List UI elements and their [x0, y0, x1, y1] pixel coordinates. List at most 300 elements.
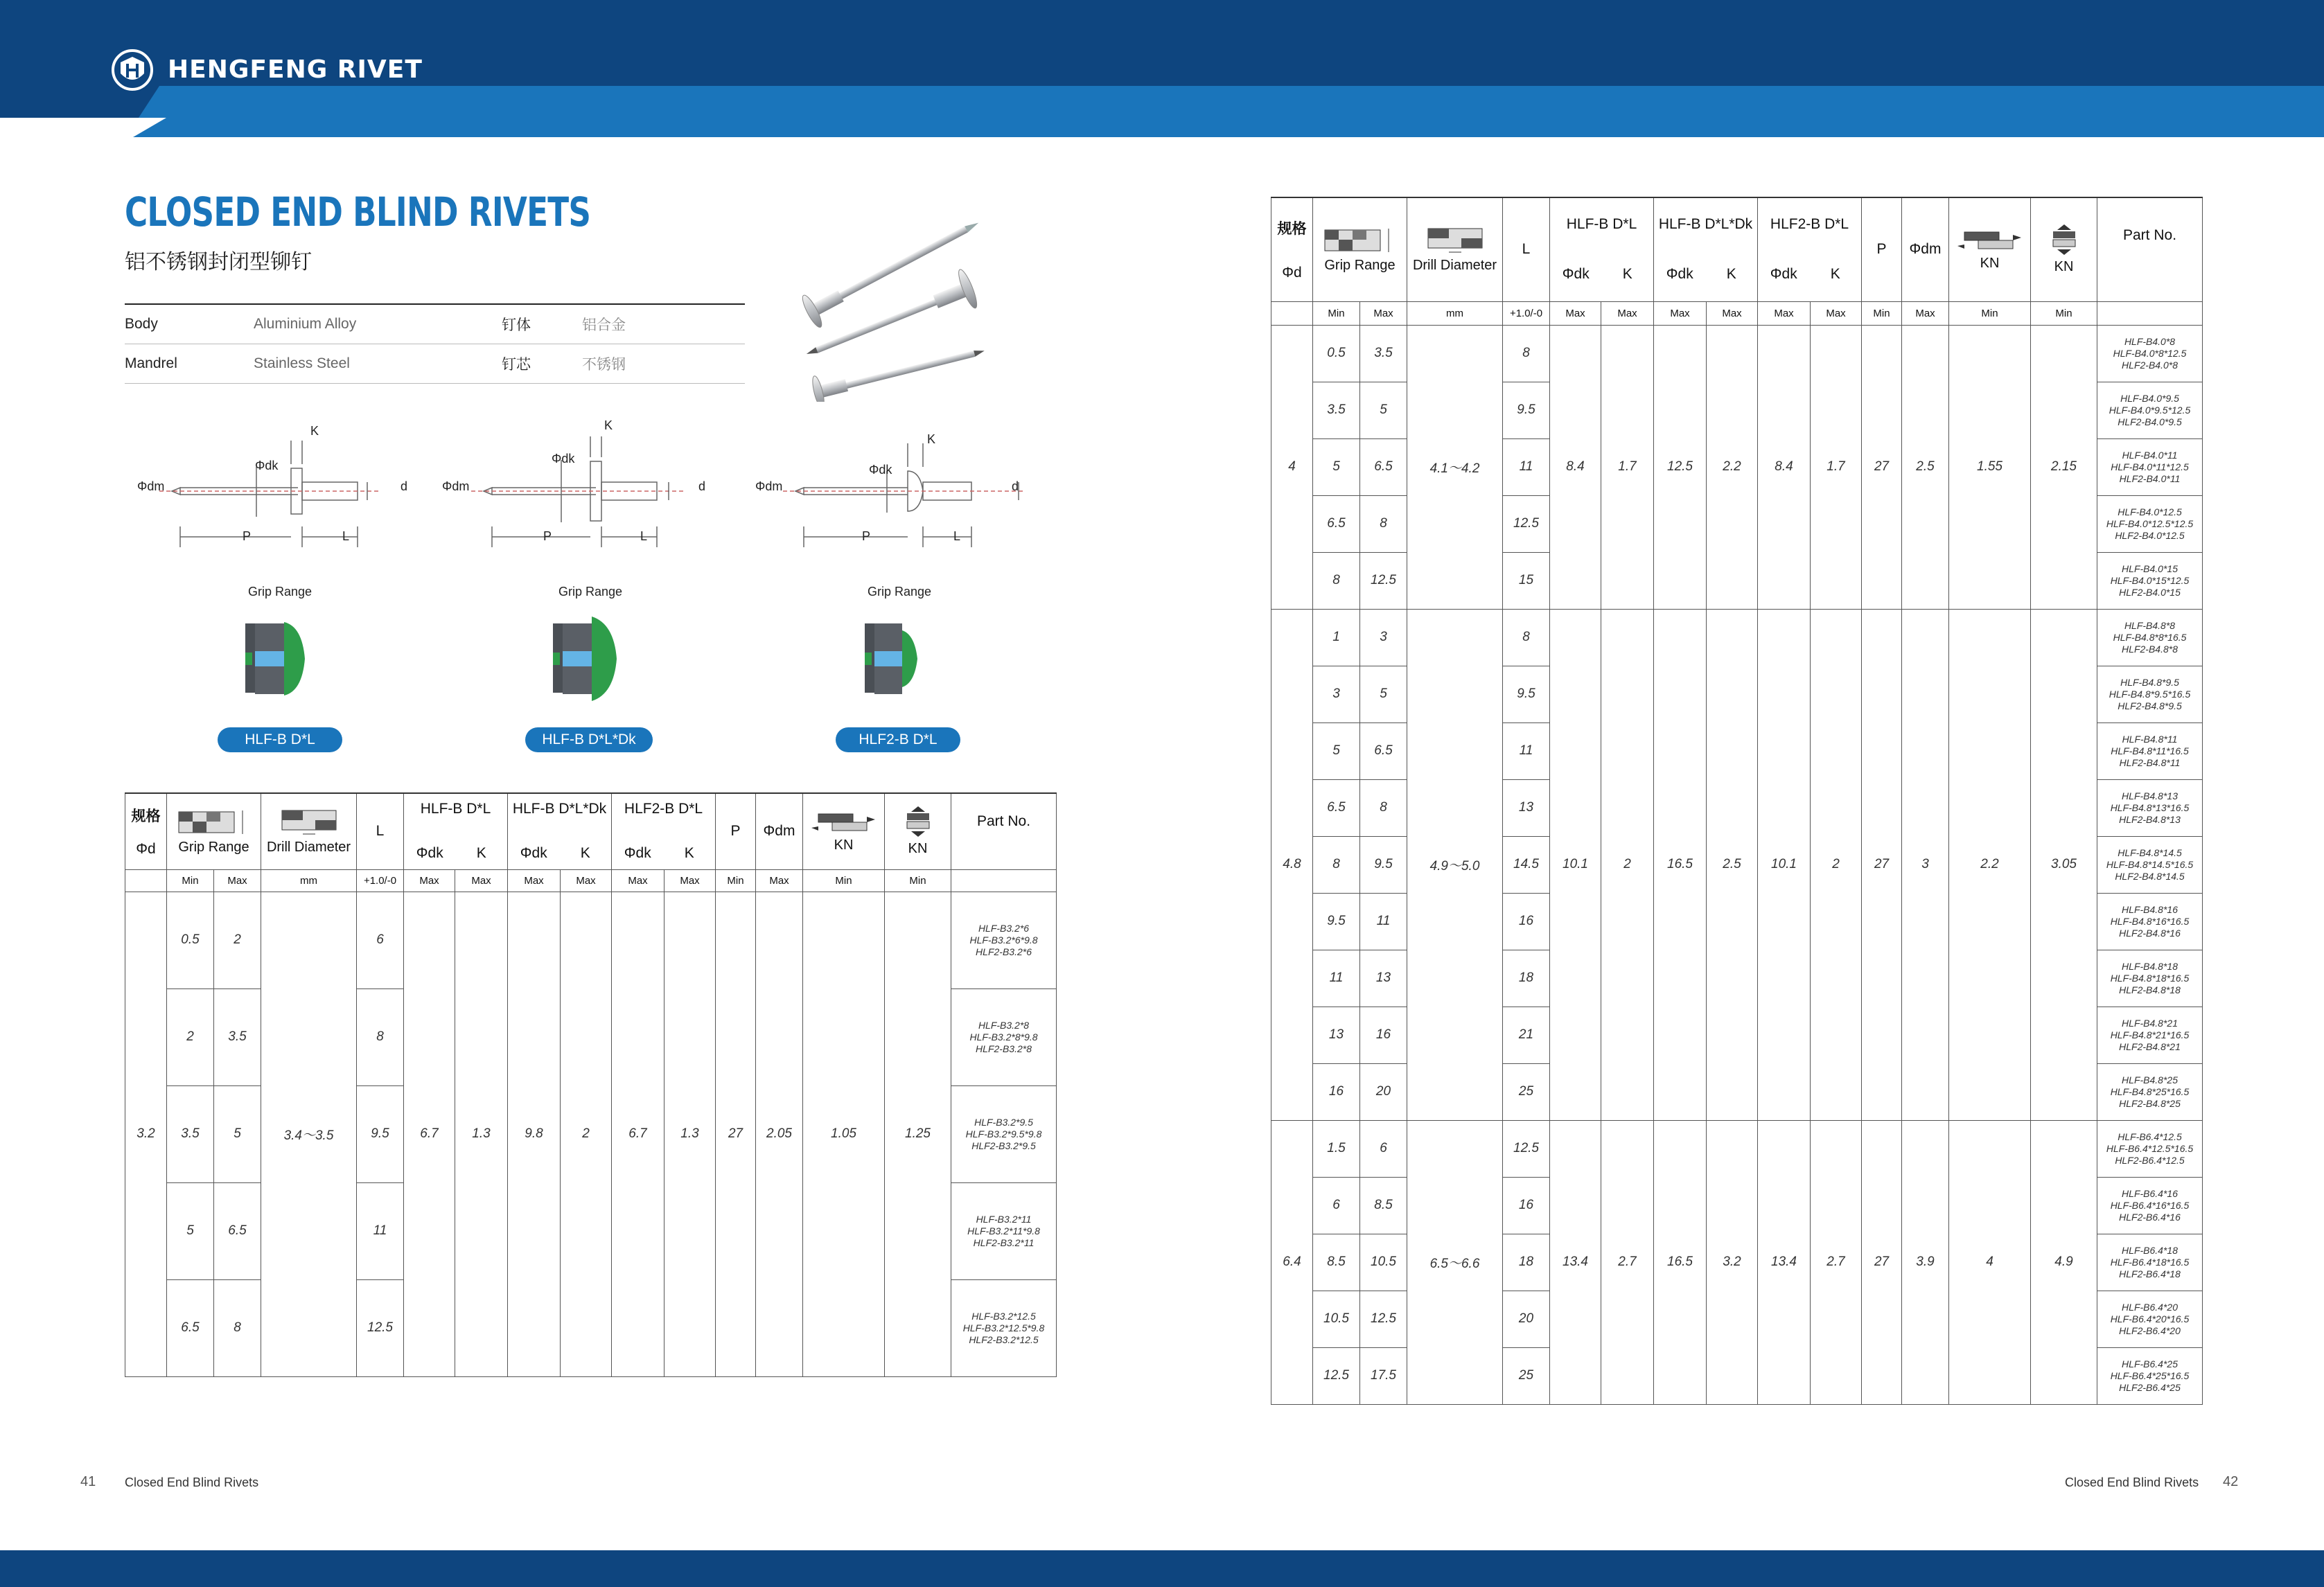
cell-diameter: 4: [1271, 325, 1313, 609]
cell-dm: 2.05: [756, 892, 803, 1376]
cell-grip-min: 6: [1313, 1177, 1360, 1234]
part-number: HLF2-B6.4*12.5: [2115, 1154, 2185, 1166]
col-shear: [803, 793, 885, 869]
part-number: HLF-B4.8*14.5*16.5: [2106, 858, 2194, 870]
part-number: HLF-B4.8*14.5: [2118, 846, 2182, 858]
part-number: HLF2-B4.0*8: [2122, 359, 2178, 371]
drill-diameter-header: Drill Diameter: [266, 839, 351, 855]
cell-shear-kn: 1.55: [1949, 325, 2031, 609]
cell-grip-min: 6.5: [167, 1279, 214, 1376]
subhead-max: Max: [1707, 301, 1758, 325]
cell-grip-min: 11: [1313, 950, 1360, 1007]
shear-kn-label: KN: [1980, 255, 2000, 271]
part-number: HLF2-B4.8*14.5: [2115, 870, 2185, 882]
cell-length: 16: [1503, 893, 1550, 950]
material-label-cn: 钉芯: [502, 357, 531, 373]
part-number: HLF-B3.2*8*9.8: [969, 1031, 1038, 1043]
cell-hlfbdk-k: 2.5: [1707, 609, 1758, 1120]
phidk-header: Φdk: [520, 845, 547, 862]
cell-hlfb-k: 1.7: [1601, 325, 1654, 609]
dim-dk: Φdk: [552, 452, 575, 466]
cell-grip-max: 10.5: [1360, 1234, 1407, 1291]
cell-grip-max: 3.5: [214, 988, 261, 1085]
dim-dm: Φdm: [442, 479, 470, 493]
grip-range-icon: [1322, 226, 1398, 254]
cell-grip-max: 8.5: [1360, 1177, 1407, 1234]
cell-part-no: [2097, 666, 2203, 722]
cell-grip-max: 13: [1360, 950, 1407, 1007]
cell-hlf2b-dk: 6.7: [612, 892, 664, 1376]
cell-part-no: [2097, 836, 2203, 893]
part-number: HLF2-B3.2*9.5: [971, 1140, 1036, 1151]
cell-grip-min: 1.5: [1313, 1120, 1360, 1177]
cell-part-no: [2097, 438, 2203, 495]
phi-d-label: Φd: [136, 841, 156, 858]
grip-range-label: Grip Range: [248, 585, 312, 599]
hlf2-b-header: HLF2-B D*L: [624, 801, 703, 817]
drill-diameter-icon: [278, 808, 340, 835]
cell-part-no: [2097, 495, 2203, 552]
subhead-blank: [2097, 301, 2203, 325]
material-value: Aluminium Alloy: [254, 316, 357, 332]
col-p: P: [1862, 197, 1902, 301]
cell-grip-min: 13: [1313, 1007, 1360, 1063]
col-shear: [1949, 197, 2031, 301]
dim-d: d: [400, 479, 408, 493]
cell-grip-max: 2: [214, 892, 261, 988]
cell-hlf2b-k: 1.3: [664, 892, 716, 1376]
part-number: HLF-B3.2*12.5: [971, 1310, 1036, 1322]
phidk-header: Φdk: [416, 845, 443, 862]
cell-grip-min: 8: [1313, 552, 1360, 609]
phidk-header: Φdk: [624, 845, 651, 862]
part-number: HLF-B4.8*8*16.5: [2113, 631, 2187, 643]
col-hlf-b: [1550, 197, 1654, 301]
col-part-no: [2097, 197, 2203, 301]
dim-l: L: [640, 529, 648, 543]
cell-hlf2b-k: 2: [1811, 609, 1862, 1120]
cell-tensile-kn: 3.05: [2031, 609, 2097, 1120]
cell-diameter: 4.8: [1271, 609, 1313, 1120]
grip-range-label: Grip Range: [558, 585, 623, 599]
material-label: Body: [125, 316, 158, 332]
material-value: Stainless Steel: [254, 355, 350, 371]
footer-bar: [0, 1550, 2324, 1587]
phidk-header: Φdk: [1666, 266, 1693, 283]
hlf-b-header: HLF-B D*L: [420, 801, 491, 817]
cell-grip-max: 6: [1360, 1120, 1407, 1177]
spec-table-right-body: [1271, 325, 2203, 1404]
part-number: HLF2-B4.8*8: [2122, 643, 2178, 655]
part-number: HLF-B3.2*12.5*9.8: [962, 1322, 1045, 1333]
product-badge-hlf2-b: HLF2-B D*L: [836, 727, 960, 752]
cell-hlfbdk-k: 2.2: [1707, 325, 1758, 609]
page-title: CLOSED END BLIND RIVETS: [125, 188, 591, 236]
dim-d: d: [1012, 479, 1019, 493]
cell-hlf2b-dk: 10.1: [1758, 609, 1811, 1120]
part-number: HLF-B6.4*16*16.5: [2110, 1199, 2190, 1211]
subhead-tol: +1.0/-0: [357, 869, 404, 892]
subhead-max: Max: [455, 869, 508, 892]
cell-tensile-kn: 4.9: [2031, 1120, 2097, 1404]
col-grip-range: [1313, 197, 1407, 301]
phidk-header: Φdk: [1770, 266, 1797, 283]
cell-hlfbdk-dk: 16.5: [1654, 609, 1707, 1120]
cell-grip-min: 0.5: [1313, 325, 1360, 382]
part-number: HLF-B4.8*21*16.5: [2110, 1029, 2190, 1040]
col-drill-diameter: [261, 793, 357, 869]
cell-length: 12.5: [1503, 495, 1550, 552]
cell-hlf2b-k: 2.7: [1811, 1120, 1862, 1404]
col-spec: [1271, 197, 1313, 301]
part-number: HLF2-B3.2*6: [976, 946, 1032, 957]
table-row: [1271, 1120, 2203, 1177]
cell-length: 21: [1503, 1007, 1550, 1063]
subhead-min: Min: [2031, 301, 2097, 325]
col-drill-diameter: [1407, 197, 1503, 301]
cell-length: 8: [1503, 325, 1550, 382]
spec-cn-label: 规格: [1277, 221, 1307, 238]
dim-d: d: [698, 479, 706, 493]
cell-grip-max: 8: [1360, 779, 1407, 836]
dim-dm: Φdm: [755, 479, 783, 493]
part-number: HLF2-B4.0*11: [2119, 472, 2181, 484]
drill-diameter-icon: [1424, 226, 1486, 254]
cell-length: 20: [1503, 1291, 1550, 1347]
part-number: HLF-B3.2*11*9.8: [967, 1225, 1040, 1236]
cell-length: 11: [1503, 722, 1550, 779]
part-number: HLF-B4.8*18*16.5: [2110, 972, 2190, 984]
product-badge-hlf-b-dk: HLF-B D*L*Dk: [525, 727, 653, 752]
cell-hlfb-dk: 13.4: [1550, 1120, 1601, 1404]
part-number: HLF2-B4.8*18: [2119, 984, 2181, 995]
table-row: [125, 892, 1057, 988]
cell-grip-min: 12.5: [1313, 1347, 1360, 1404]
cell-hlfb-dk: 10.1: [1550, 609, 1601, 1120]
part-number: HLF-B4.8*11: [2122, 733, 2178, 745]
cell-part-no: [2097, 1063, 2203, 1120]
col-l: L: [357, 793, 404, 869]
cell-grip-min: 5: [167, 1182, 214, 1279]
shear-kn-label: KN: [834, 837, 854, 853]
cell-tensile-kn: 1.25: [885, 892, 951, 1376]
rivet-dimension-drawing-2: [437, 416, 728, 554]
subhead-mm: mm: [261, 869, 357, 892]
cell-part-no: [2097, 1347, 2203, 1404]
grip-range-diagram-3: [862, 610, 938, 707]
part-number: HLF-B4.0*15*12.5: [2110, 574, 2190, 586]
cell-length: 16: [1503, 1177, 1550, 1234]
subhead-blank: [1271, 301, 1313, 325]
cell-grip-max: 8: [1360, 495, 1407, 552]
phi-d-label: Φd: [1282, 265, 1302, 281]
cell-drill-diameter: 3.4～3.5: [261, 892, 357, 1376]
materials-table: [125, 303, 745, 384]
part-number: HLF2-B6.4*25: [2119, 1381, 2181, 1393]
cell-part-no: [951, 1182, 1057, 1279]
dim-l: L: [342, 529, 350, 543]
part-number: HLF-B4.0*8: [2124, 335, 2176, 347]
cell-p: 27: [1862, 1120, 1902, 1404]
cell-grip-min: 0.5: [167, 892, 214, 988]
material-row: [125, 344, 745, 384]
dim-k: K: [927, 432, 936, 446]
k-header: K: [476, 845, 486, 862]
cell-grip-min: 3: [1313, 666, 1360, 722]
subhead-min: Min: [716, 869, 756, 892]
cell-grip-max: 6.5: [1360, 438, 1407, 495]
cell-part-no: [2097, 609, 2203, 666]
cell-grip-min: 3.5: [1313, 382, 1360, 438]
subhead-max: Max: [612, 869, 664, 892]
hlf2-b-header: HLF2-B D*L: [1770, 216, 1849, 233]
part-number: HLF-B6.4*12.5: [2118, 1131, 2182, 1142]
table-row: [1271, 325, 2203, 382]
part-number: HLF-B4.8*9.5*16.5: [2109, 688, 2191, 700]
cell-grip-max: 12.5: [1360, 552, 1407, 609]
material-row: [125, 305, 745, 344]
cell-diameter: 3.2: [125, 892, 167, 1376]
part-number: HLF-B4.0*15: [2122, 562, 2178, 574]
col-p: P: [716, 793, 756, 869]
part-number: HLF2-B4.0*9.5: [2118, 416, 2182, 427]
subhead-tol: +1.0/-0: [1503, 301, 1550, 325]
part-number: HLF-B6.4*12.5*16.5: [2106, 1142, 2194, 1154]
page-number-left: 41: [80, 1474, 96, 1489]
grip-range-header: Grip Range: [1324, 257, 1396, 273]
cell-drill-diameter: 6.5～6.6: [1407, 1120, 1503, 1404]
cell-hlfb-k: 1.3: [455, 892, 508, 1376]
cell-grip-max: 12.5: [1360, 1291, 1407, 1347]
part-no-header: Part No.: [2123, 227, 2177, 243]
cell-grip-min: 5: [1313, 438, 1360, 495]
cell-part-no: [2097, 722, 2203, 779]
cell-grip-min: 2: [167, 988, 214, 1085]
dim-k: K: [310, 424, 319, 438]
col-tensile: [885, 793, 951, 869]
col-hlf-b: [404, 793, 508, 869]
spec-table-left-body: [125, 892, 1057, 1376]
cell-part-no: [2097, 1177, 2203, 1234]
cell-grip-max: 17.5: [1360, 1347, 1407, 1404]
part-number: HLF-B3.2*9.5: [974, 1116, 1033, 1128]
material-value-cn: 不锈钢: [582, 357, 626, 373]
footer-label-right: Closed End Blind Rivets: [2065, 1475, 2199, 1489]
grip-range-diagram-1: [243, 610, 319, 707]
part-number: HLF2-B4.8*13: [2119, 813, 2181, 825]
cell-part-no: [951, 1085, 1057, 1182]
cell-dm: 3.9: [1902, 1120, 1949, 1404]
cell-hlf2b-dk: 8.4: [1758, 325, 1811, 609]
col-hlf2-b: [612, 793, 716, 869]
cell-drill-diameter: 4.9～5.0: [1407, 609, 1503, 1120]
table-row: [1271, 609, 2203, 666]
cell-grip-min: 10.5: [1313, 1291, 1360, 1347]
part-number: HLF-B4.8*13*16.5: [2110, 801, 2190, 813]
part-number: HLF-B4.8*13: [2122, 790, 2178, 801]
header-band: [0, 86, 2324, 137]
cell-part-no: [2097, 1234, 2203, 1291]
part-number: HLF2-B4.8*9.5: [2118, 700, 2182, 711]
subhead-max: Max: [1758, 301, 1811, 325]
part-number: HLF2-B4.0*12.5: [2115, 529, 2185, 541]
cell-length: 6: [357, 892, 404, 988]
spec-table-left: [125, 792, 1057, 1377]
col-phidm: Φdm: [1902, 197, 1949, 301]
cell-shear-kn: 4: [1949, 1120, 2031, 1404]
subhead-max: Max: [1902, 301, 1949, 325]
part-number: HLF-B6.4*18: [2122, 1244, 2178, 1256]
cell-part-no: [2097, 1120, 2203, 1177]
dim-p: P: [543, 529, 552, 543]
dim-l: L: [953, 529, 961, 543]
cell-grip-max: 20: [1360, 1063, 1407, 1120]
part-number: HLF-B4.0*11: [2122, 449, 2178, 461]
part-number: HLF2-B6.4*18: [2119, 1268, 2181, 1279]
cell-hlfb-dk: 6.7: [404, 892, 455, 1376]
cell-part-no: [2097, 382, 2203, 438]
dim-dk: Φdk: [869, 463, 892, 477]
k-header: K: [1726, 266, 1736, 283]
cell-part-no: [2097, 779, 2203, 836]
cell-length: 18: [1503, 1234, 1550, 1291]
cell-grip-max: 8: [214, 1279, 261, 1376]
part-number: HLF-B4.8*18: [2122, 960, 2178, 972]
brand-logo-icon: [111, 48, 154, 91]
part-number: HLF2-B4.8*11: [2119, 756, 2181, 768]
cell-length: 9.5: [1503, 382, 1550, 438]
product-badge-hlf-b: HLF-B D*L: [218, 727, 342, 752]
subhead-min: Min: [167, 869, 214, 892]
col-hlf-b-dk: [508, 793, 612, 869]
hlf-b-dk-header: HLF-B D*L*Dk: [1658, 216, 1753, 233]
rivet-product-photo: [790, 215, 998, 402]
cell-p: 27: [1862, 325, 1902, 609]
subhead-min: Min: [1949, 301, 2031, 325]
col-hlf-b-dk: [1654, 197, 1758, 301]
tensile-force-icon: [904, 806, 932, 837]
part-number: HLF-B4.8*25*16.5: [2110, 1085, 2190, 1097]
cell-grip-max: 11: [1360, 893, 1407, 950]
cell-dm: 2.5: [1902, 325, 1949, 609]
cell-shear-kn: 1.05: [803, 892, 885, 1376]
cell-part-no: [2097, 893, 2203, 950]
part-number: HLF-B4.8*8: [2124, 619, 2176, 631]
cell-dm: 3: [1902, 609, 1949, 1120]
part-number: HLF-B4.0*12.5: [2118, 506, 2182, 517]
part-number: HLF2-B6.4*20: [2119, 1324, 2181, 1336]
part-number: HLF2-B4.0*15: [2119, 586, 2181, 598]
part-number: HLF2-B6.4*16: [2119, 1211, 2181, 1223]
dim-dk: Φdk: [255, 459, 279, 472]
k-header: K: [1830, 266, 1840, 283]
grip-range-header: Grip Range: [178, 839, 249, 855]
part-number: HLF-B4.8*16: [2122, 903, 2178, 915]
cell-drill-diameter: 4.1～4.2: [1407, 325, 1503, 609]
cell-length: 13: [1503, 779, 1550, 836]
cell-length: 9.5: [1503, 666, 1550, 722]
cell-length: 14.5: [1503, 836, 1550, 893]
cell-grip-max: 6.5: [214, 1182, 261, 1279]
dim-p: P: [862, 529, 871, 543]
k-header: K: [1622, 266, 1632, 283]
part-number: HLF-B4.8*25: [2122, 1074, 2178, 1085]
part-number: HLF2-B3.2*12.5: [969, 1333, 1039, 1345]
col-grip-range: [167, 793, 261, 869]
subhead-min: Min: [803, 869, 885, 892]
part-number: HLF-B3.2*6*9.8: [969, 934, 1038, 946]
grip-range-label: Grip Range: [868, 585, 932, 599]
cell-part-no: [2097, 1007, 2203, 1063]
spec-table-right: [1271, 197, 2203, 1405]
tensile-kn-label: KN: [908, 840, 928, 856]
part-number: HLF-B4.0*9.5*12.5: [2109, 404, 2191, 416]
cell-part-no: [2097, 552, 2203, 609]
hlf-b-header: HLF-B D*L: [1566, 216, 1637, 233]
part-number: HLF2-B3.2*11: [973, 1236, 1035, 1248]
subhead-max: Max: [1811, 301, 1862, 325]
cell-grip-max: 16: [1360, 1007, 1407, 1063]
material-label: Mandrel: [125, 355, 177, 371]
spec-cn-label: 规格: [131, 808, 161, 825]
col-hlf2-b: [1758, 197, 1862, 301]
part-number: HLF-B4.8*9.5: [2120, 676, 2179, 688]
cell-length: 15: [1503, 552, 1550, 609]
material-value-cn: 铝合金: [582, 317, 626, 333]
cell-hlfb-dk: 8.4: [1550, 325, 1601, 609]
cell-length: 25: [1503, 1347, 1550, 1404]
subhead-max: Max: [214, 869, 261, 892]
shear-force-icon: [811, 810, 877, 833]
tensile-kn-label: KN: [2054, 258, 2074, 274]
cell-hlfbdk-dk: 12.5: [1654, 325, 1707, 609]
shear-force-icon: [1957, 228, 2023, 251]
cell-length: 25: [1503, 1063, 1550, 1120]
cell-grip-max: 5: [1360, 382, 1407, 438]
part-number: HLF-B4.0*12.5*12.5: [2106, 517, 2194, 529]
part-number: HLF-B6.4*20: [2122, 1301, 2178, 1313]
subhead-max: Max: [508, 869, 561, 892]
cell-length: 9.5: [357, 1085, 404, 1182]
subhead-max: Max: [1601, 301, 1654, 325]
cell-part-no: [951, 988, 1057, 1085]
cell-part-no: [951, 1279, 1057, 1376]
cell-part-no: [2097, 950, 2203, 1007]
footer-label-left: Closed End Blind Rivets: [125, 1475, 259, 1489]
k-header: K: [580, 845, 590, 862]
rivet-dimension-drawing-3: [748, 416, 1039, 554]
part-number: HLF-B6.4*16: [2122, 1187, 2178, 1199]
cell-part-no: [2097, 1291, 2203, 1347]
subhead-blank: [125, 869, 167, 892]
cell-grip-max: 5: [1360, 666, 1407, 722]
drill-diameter-header: Drill Diameter: [1412, 257, 1497, 273]
cell-length: 11: [1503, 438, 1550, 495]
part-no-header: Part No.: [977, 813, 1031, 829]
cell-grip-max: 5: [214, 1085, 261, 1182]
subhead-min: Min: [885, 869, 951, 892]
part-number: HLF-B6.4*20*16.5: [2110, 1313, 2190, 1324]
cell-hlfbdk-dk: 16.5: [1654, 1120, 1707, 1404]
cell-p: 27: [716, 892, 756, 1376]
subhead-max: Max: [1654, 301, 1707, 325]
part-number: HLF2-B4.8*25: [2119, 1097, 2181, 1109]
cell-grip-max: 6.5: [1360, 722, 1407, 779]
cell-grip-min: 16: [1313, 1063, 1360, 1120]
cell-grip-min: 8: [1313, 836, 1360, 893]
dim-p: P: [243, 529, 252, 543]
cell-hlfb-k: 2: [1601, 609, 1654, 1120]
